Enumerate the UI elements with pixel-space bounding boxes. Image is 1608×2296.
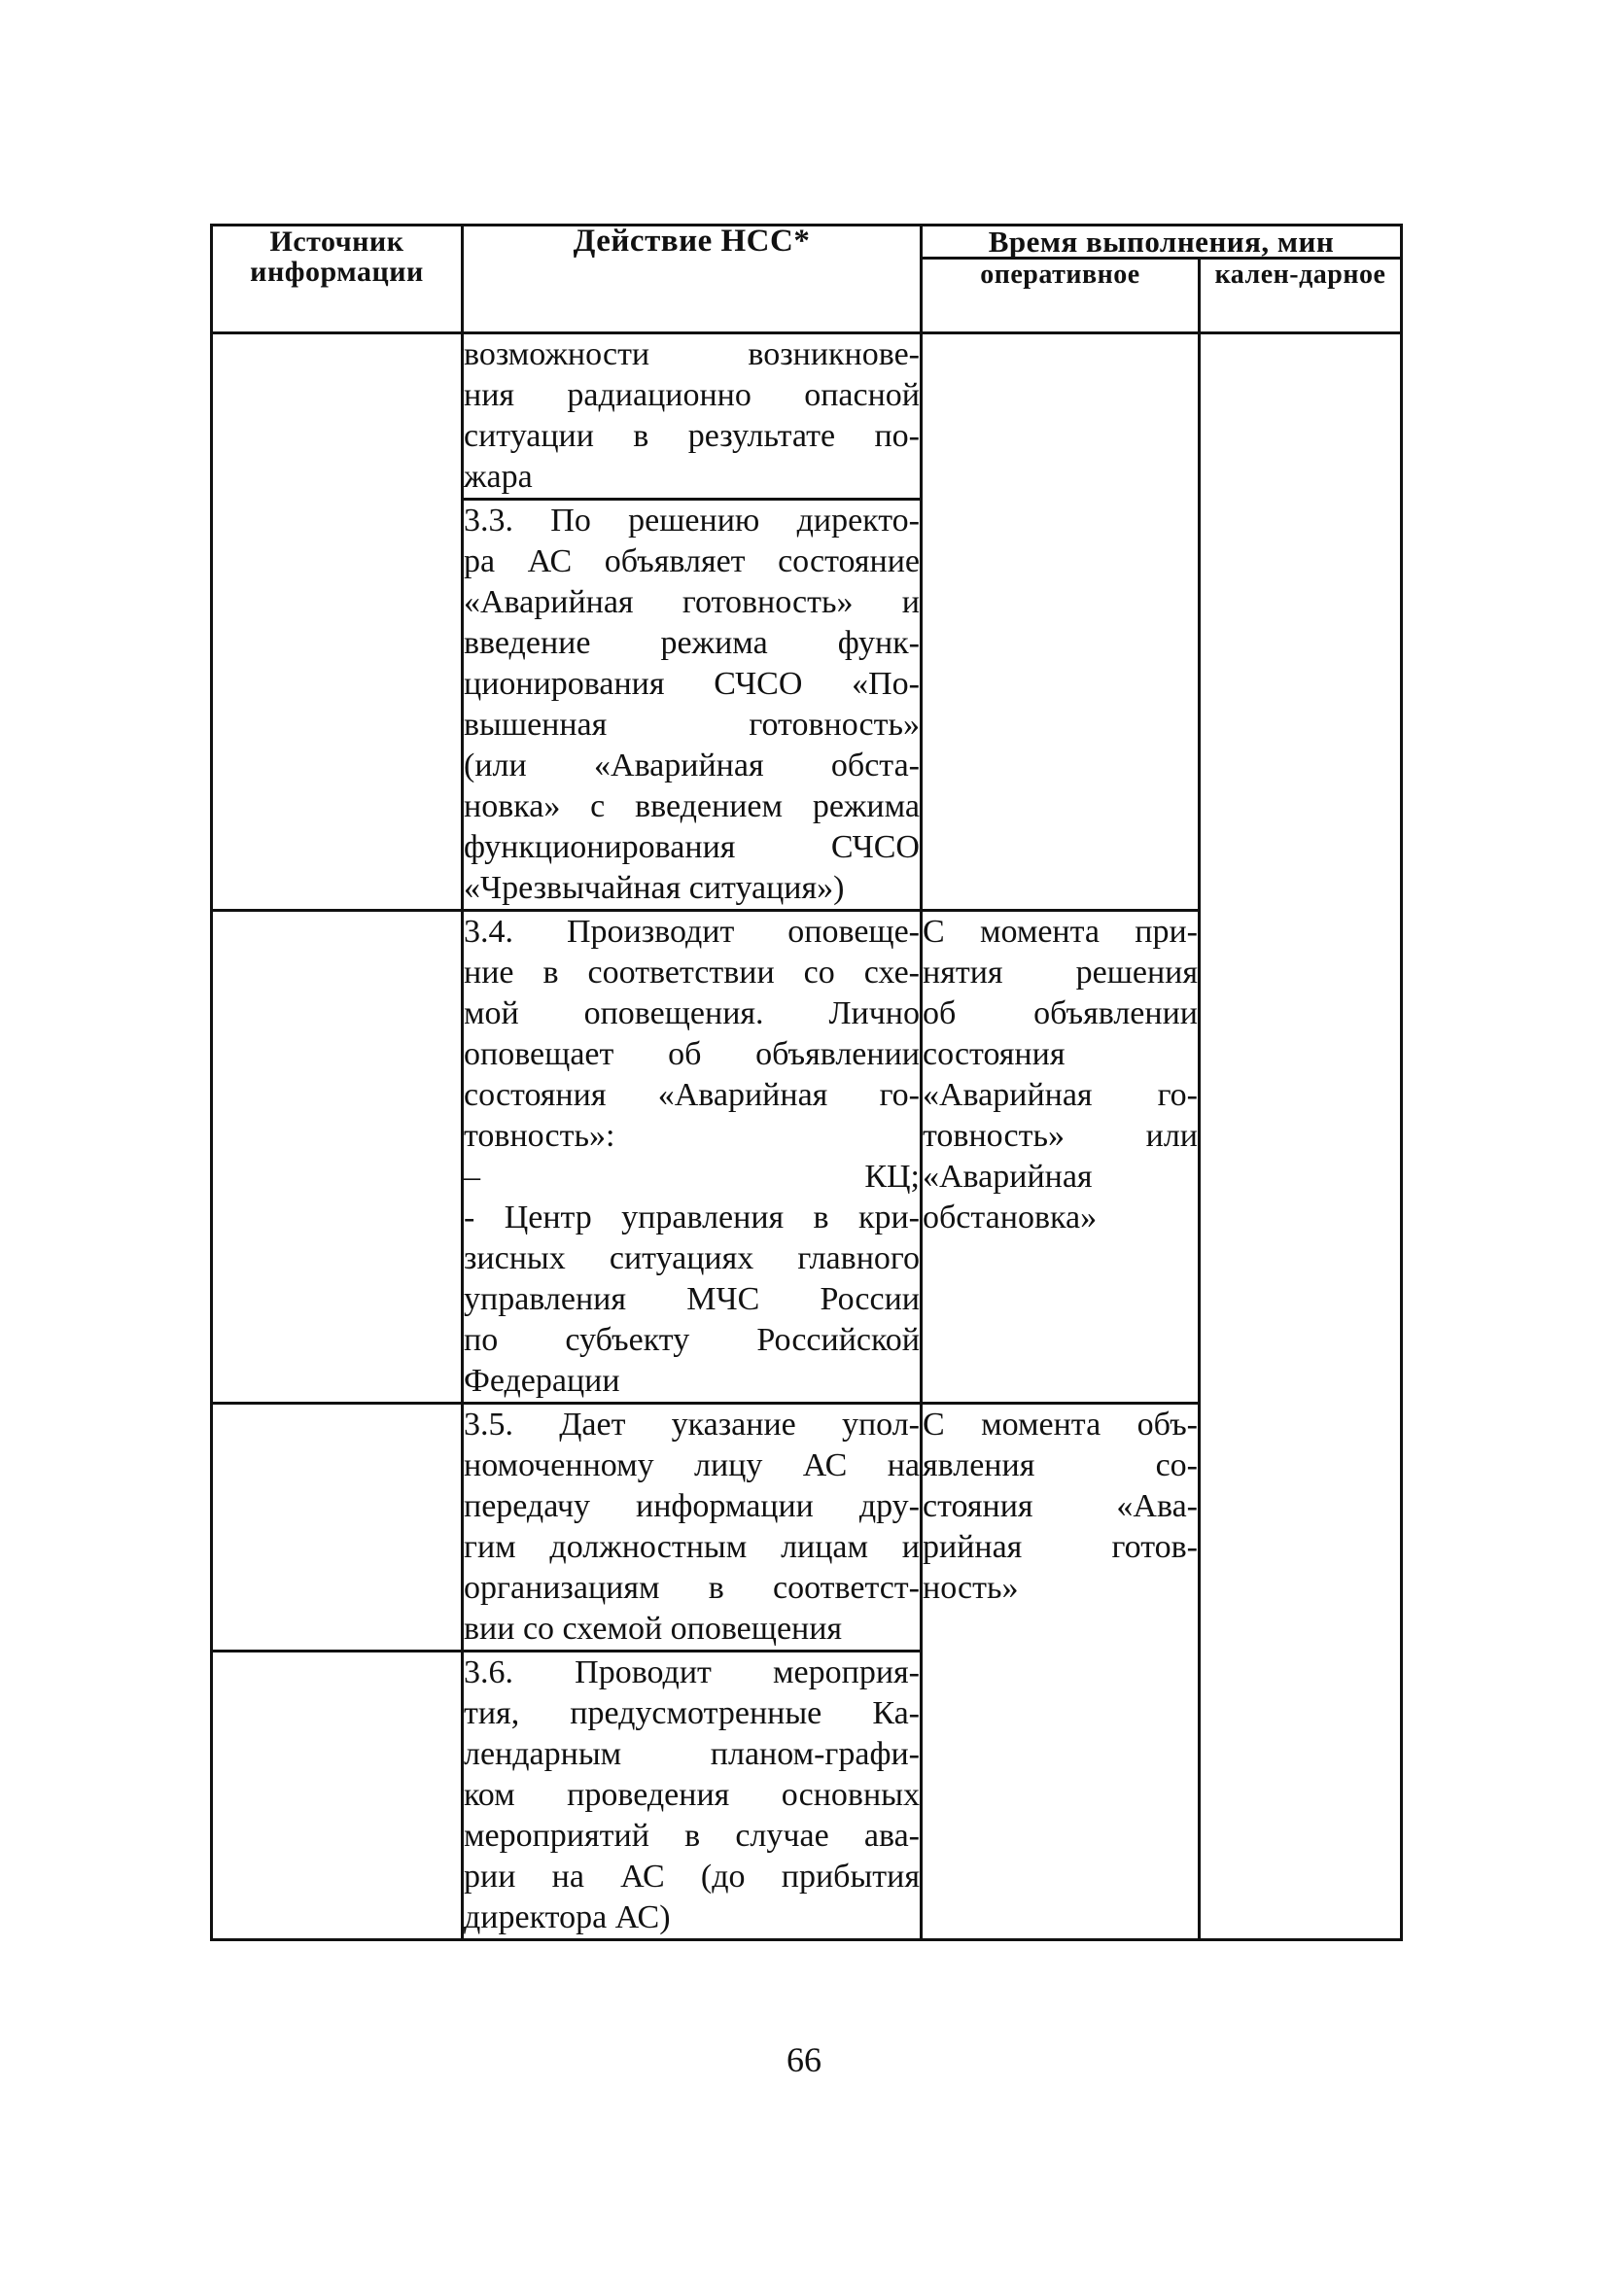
text-line: номоченному лицу АС на bbox=[464, 1447, 920, 1483]
text-line: мой оповещения. Лично bbox=[464, 995, 920, 1031]
text-line: состояния «Аварийная го- bbox=[464, 1077, 920, 1113]
text-line: гим должностным лицам и bbox=[464, 1529, 920, 1565]
text-line: оповещает об объявлении bbox=[464, 1036, 920, 1072]
action-cell bbox=[463, 911, 922, 1404]
page-number: 66 bbox=[787, 2040, 821, 2079]
text-line: организациям в соответст- bbox=[464, 1570, 920, 1606]
header-operational: оперативное bbox=[922, 259, 1200, 333]
text-line: ность» bbox=[923, 1570, 1019, 1606]
text-line: – КЦ; bbox=[464, 1159, 920, 1195]
table-row bbox=[212, 333, 1402, 500]
text-line: функционирования СЧСО bbox=[464, 829, 920, 865]
text-line: 3.4. Производит оповеще- bbox=[464, 914, 920, 950]
text-line: «Аварийная bbox=[923, 1159, 1093, 1195]
source-cell bbox=[212, 333, 463, 911]
text-line: ционирования СЧСО «По- bbox=[464, 666, 920, 702]
text-line: директора АС) bbox=[464, 1899, 671, 1935]
header-time: Время выполнения, мин bbox=[922, 226, 1402, 259]
text-line: тия, предусмотренные Ка- bbox=[464, 1695, 920, 1731]
time-operational-cell bbox=[922, 1404, 1200, 1940]
text-line: 3.5. Дает указание упол- bbox=[464, 1407, 920, 1443]
text-line: передачу информации дру- bbox=[464, 1488, 920, 1524]
source-cell bbox=[212, 911, 463, 1404]
text-line: ком проведения основных bbox=[464, 1777, 920, 1813]
text-line: (или «Аварийная обста- bbox=[464, 748, 920, 783]
text-line: товность» или bbox=[923, 1118, 1198, 1154]
text-line: ние в соответствии со схе- bbox=[464, 955, 920, 991]
text-line: мероприятий в случае ава- bbox=[464, 1818, 920, 1854]
text-line: вышенная готовность» bbox=[464, 707, 920, 743]
text-line: рийная готов- bbox=[923, 1529, 1198, 1565]
text-line: об объявлении bbox=[923, 995, 1198, 1031]
text-line: вии со схемой оповещения bbox=[464, 1611, 843, 1647]
action-cell bbox=[463, 500, 922, 911]
text-line: явления со- bbox=[923, 1447, 1198, 1483]
header-source: Источник информации bbox=[212, 226, 463, 333]
text-line: 3.3. По решению директо- bbox=[464, 503, 920, 539]
action-cell bbox=[463, 333, 922, 500]
text-line: «Аварийная го- bbox=[923, 1077, 1198, 1113]
text-line: стояния «Ава- bbox=[923, 1488, 1198, 1524]
text-line: новка» с введением режима bbox=[464, 788, 920, 824]
text-line: ситуации в результате по- bbox=[464, 418, 920, 454]
text-line: С момента объ- bbox=[923, 1407, 1198, 1443]
text-line: товность»: bbox=[464, 1118, 615, 1154]
time-operational-cell bbox=[922, 911, 1200, 1404]
action-table bbox=[210, 224, 1403, 1941]
text-line: ния радиационно опасной bbox=[464, 377, 920, 413]
text-line: «Аварийная готовность» и bbox=[464, 584, 920, 620]
action-cell bbox=[463, 1652, 922, 1940]
text-line: Федерации bbox=[464, 1363, 620, 1399]
text-line: ра АС объявляет состояние bbox=[464, 543, 920, 579]
text-line: рии на АС (до прибытия bbox=[464, 1859, 920, 1895]
text-line: состояния bbox=[923, 1036, 1066, 1072]
header-action: Действие НСС* bbox=[463, 226, 922, 333]
text-line: «Чрезвычайная ситуация») bbox=[464, 870, 845, 906]
text-line: зисных ситуациях главного bbox=[464, 1240, 920, 1276]
text-line: С момента при- bbox=[923, 914, 1198, 950]
text-line: жара bbox=[464, 459, 533, 495]
text-line: лендарным планом-графи- bbox=[464, 1736, 920, 1772]
text-line: - Центр управления в кри- bbox=[464, 1200, 920, 1235]
time-operational-cell bbox=[922, 333, 1200, 911]
source-cell bbox=[212, 1652, 463, 1940]
time-calendar-cell bbox=[1200, 333, 1402, 1940]
text-line: нятия решения bbox=[923, 955, 1198, 991]
text-line: введение режима функ- bbox=[464, 625, 920, 661]
text-line: возможности возникнове- bbox=[464, 336, 920, 372]
header-calendar: кален-дарное bbox=[1200, 259, 1402, 333]
text-line: управления МЧС России bbox=[464, 1281, 920, 1317]
source-cell bbox=[212, 1404, 463, 1652]
text-line: обстановка» bbox=[923, 1200, 1098, 1235]
action-cell bbox=[463, 1404, 922, 1652]
text-line: по субъекту Российской bbox=[464, 1322, 920, 1358]
text-line: 3.6. Проводит мероприя- bbox=[464, 1654, 920, 1690]
